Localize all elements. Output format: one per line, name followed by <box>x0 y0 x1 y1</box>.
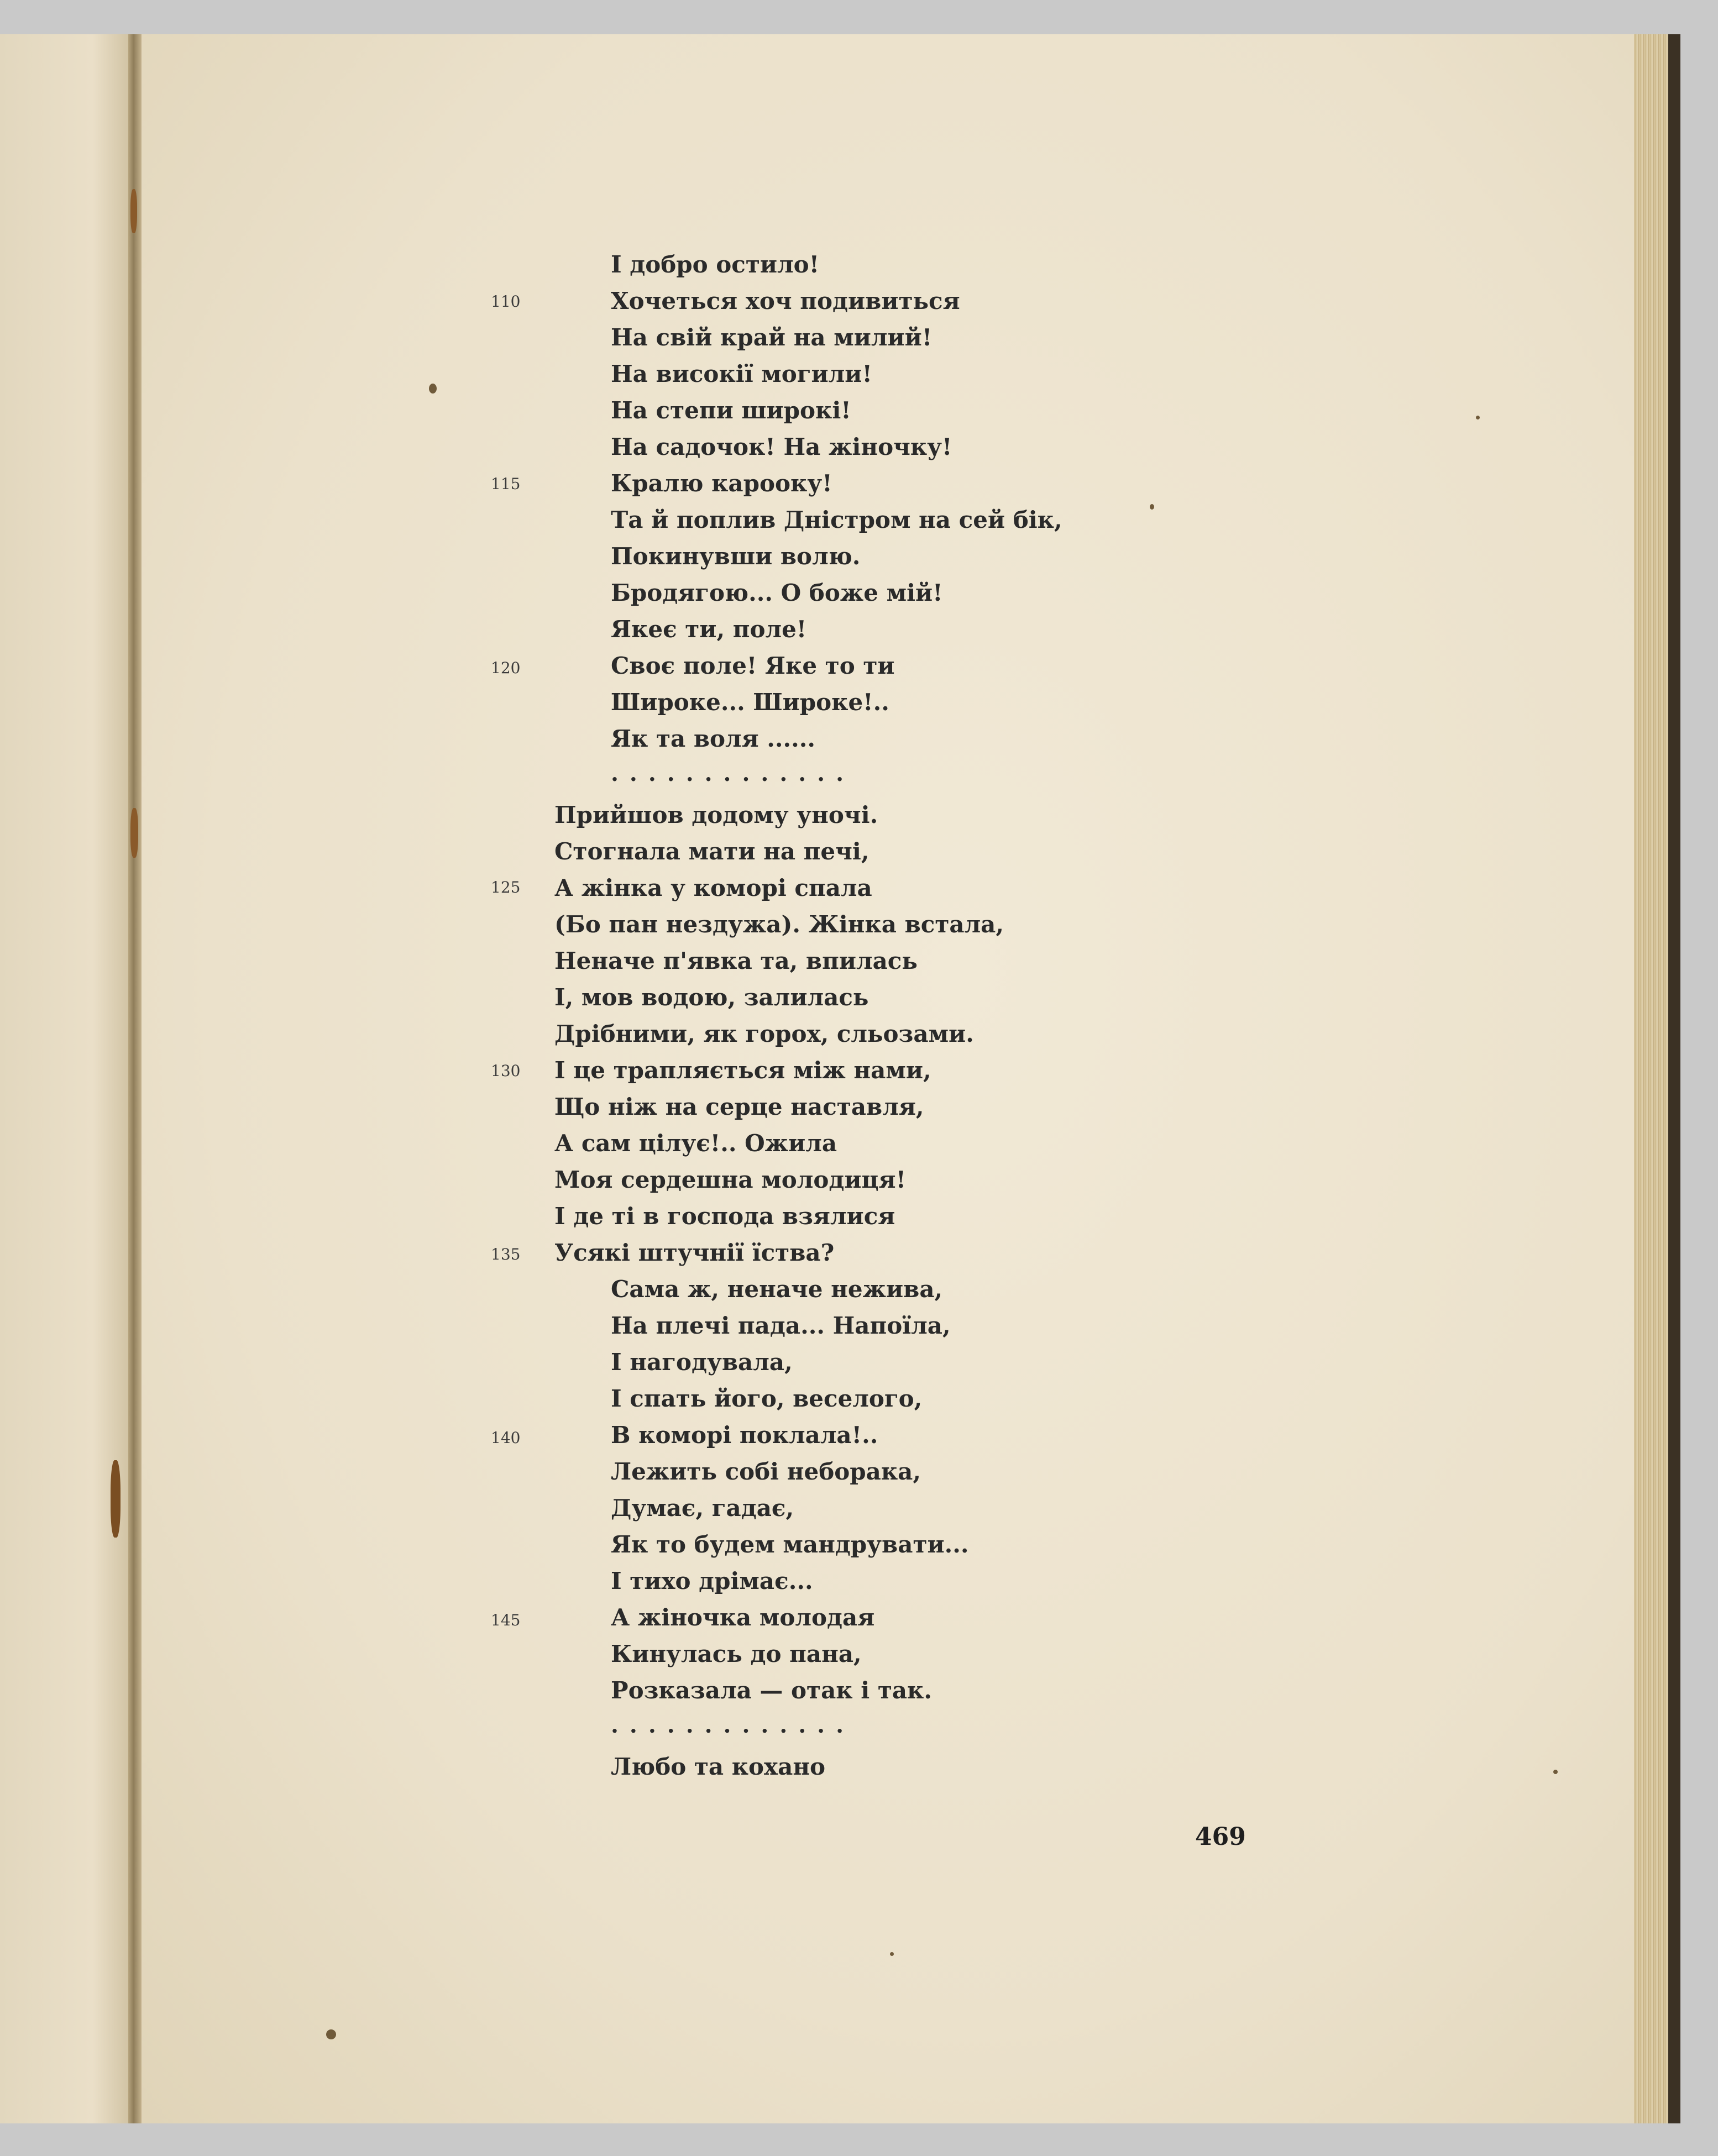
verse-line: Як то будем мандрувати... <box>611 1531 969 1558</box>
page-number: 469 <box>1195 1823 1246 1851</box>
verse-line: Та й поплив Дністром на сей бік, <box>611 506 1062 533</box>
verse-line: Думає, гадає, <box>611 1494 794 1522</box>
verse-line: А жіночка молодая <box>611 1604 875 1631</box>
verse-line: І де ті в господа взялися <box>554 1203 895 1230</box>
book-gutter <box>128 34 142 2123</box>
book-scan <box>0 34 1680 2123</box>
verse-line: (Бо пан нездужа). Жінка встала, <box>554 911 1004 938</box>
verse-line: На свій край на милий! <box>611 324 933 351</box>
verse-line: І добро остило! <box>611 251 820 278</box>
verse-line: В коморі поклала!.. <box>611 1421 878 1449</box>
line-number: 120 <box>491 659 521 677</box>
verse-line: На високії могили! <box>611 360 872 387</box>
line-number: 145 <box>491 1611 521 1629</box>
line-number: 125 <box>491 878 521 896</box>
verse-line: Моя сердешна молодиця! <box>554 1166 907 1193</box>
verse-line: Бродягою... О боже мій! <box>611 579 943 606</box>
verse-line: Розказала — отак і так. <box>611 1677 933 1704</box>
ink-speck <box>1150 504 1154 510</box>
gutter-stain <box>130 189 137 233</box>
gutter-stain <box>130 808 138 858</box>
verse-line: Що ніж на серце наставля, <box>554 1093 924 1120</box>
verse-line: Сама ж, неначе нежива, <box>611 1276 943 1303</box>
verse-line: А жінка у коморі спала <box>554 874 872 901</box>
verse-line: Покинувши волю. <box>611 543 861 570</box>
verse-line: А сам цілує!.. Ожила <box>554 1130 837 1157</box>
verse-line: Дрібними, як горох, сльозами. <box>554 1020 974 1047</box>
line-number: 115 <box>491 475 521 493</box>
verse-line: Якеє ти, поле! <box>611 616 807 643</box>
ellipsis-separator: ............. <box>611 1712 855 1738</box>
verse-line: Як та воля ...... <box>611 725 816 752</box>
ink-speck <box>1553 1770 1558 1774</box>
verse-line: Неначе п'явка та, впилась <box>554 947 918 974</box>
verse-line: Своє поле! Яке то ти <box>611 652 895 679</box>
gutter-stain <box>111 1460 121 1538</box>
verse-line: Прийшов додому уночі. <box>554 801 878 828</box>
left-page-edge <box>0 34 133 2123</box>
verse-line: Широке... Широке!.. <box>611 689 889 716</box>
verse-line: Хочеться хоч подивиться <box>611 287 960 314</box>
verse-line: І нагодувала, <box>611 1349 793 1376</box>
verse-line: І це трапляється між нами, <box>554 1057 931 1084</box>
verse-line: Кинулась до пана, <box>611 1640 862 1667</box>
verse-line: І спать його, веселого, <box>611 1385 923 1412</box>
line-number: 130 <box>491 1062 521 1080</box>
ink-speck <box>326 2029 336 2039</box>
book-cover-edge <box>1668 34 1680 2123</box>
verse-line: Усякі штучнії їства? <box>554 1239 835 1266</box>
ink-speck <box>1476 416 1480 419</box>
line-number: 110 <box>491 292 521 311</box>
verse-line: І тихо дрімає... <box>611 1567 813 1594</box>
verse-line: На степи широкі! <box>611 397 851 424</box>
verse-line: На плечі пада... Напоїла, <box>611 1312 951 1339</box>
verse-line: На садочок! На жіночку! <box>611 433 952 460</box>
verse-line: І, мов водою, залилась <box>554 984 869 1011</box>
ink-speck <box>429 384 437 394</box>
line-number: 135 <box>491 1245 521 1263</box>
verse-line: Лежить собі неборака, <box>611 1458 921 1485</box>
ellipsis-separator: ............. <box>611 760 855 786</box>
verse-line: Стогнала мати на печі, <box>554 838 870 865</box>
verse-line: Любо та кохано <box>611 1753 826 1780</box>
line-number: 140 <box>491 1429 521 1447</box>
ink-speck <box>890 1952 894 1956</box>
verse-line: Кралю карооку! <box>611 470 832 497</box>
